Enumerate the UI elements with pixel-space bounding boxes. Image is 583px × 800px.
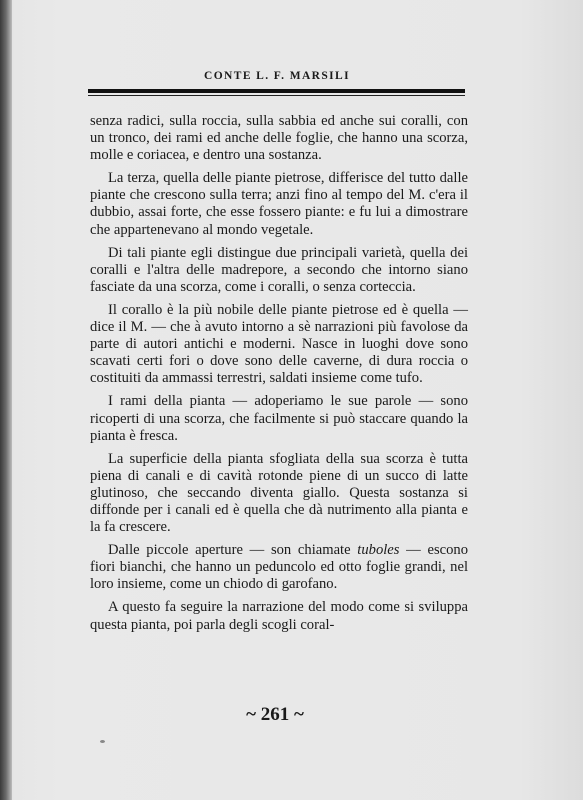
- paragraph: Il corallo è la più nobile delle piante pietrose ed è quella — dice il M. — che à avuto intorno a sè narrazioni più favolose da parte di autori antichi e moderni. Nasce in luoghi dove sono scavati certi fori o dove sono delle caverne, di dura roccia o costituiti da ammassi terrestri, saldati insieme come tufo.: [90, 301, 468, 387]
- header-rule-thick: [88, 89, 465, 93]
- header-rule-thin: [88, 95, 465, 96]
- page-number: ~ 261 ~: [246, 704, 304, 725]
- paper-speck: [100, 740, 105, 743]
- italic-term: tuboles: [357, 542, 400, 559]
- paragraph: senza radici, sulla roccia, sulla sabbia ed anche sui coralli, con un tronco, dei rami ed anche delle foglie, che hanno una scorza, molle e coriacea, e dentro una sostanza.: [90, 113, 468, 164]
- paragraph: La superficie della pianta sfogliata della sua scorza è tutta piena di canali e di cavità rotonde piene di un succo di latte glutinoso, che seccando diventa giallo. Questa sostanza si diffonde per i canali ed è quella che dà nutrimento alla pianta e la fa crescere.: [90, 450, 468, 536]
- paragraph-text: — escono fiori bianchi, che hanno un peduncolo ed otto foglie grandi, nel loro insieme, come un chiodo di garofano.: [90, 542, 468, 593]
- book-spine-shadow: [0, 0, 12, 800]
- running-head: CONTE L. F. MARSILI: [204, 70, 350, 82]
- paragraph: A questo fa seguire la narrazione del modo come si sviluppa questa pianta, poi parla degli scogli coral-: [90, 599, 468, 633]
- paragraph: I rami della pianta — adoperiamo le sue parole — sono ricoperti di una scorza, che facilmente si può staccare quando la pianta è fresca.: [90, 393, 468, 444]
- paragraph: Di tali piante egli distingue due principali varietà, quella dei coralli e l'altra delle madrepore, a secondo che intorno siano fasciate da una scorza, come i coralli, o senza corteccia.: [90, 244, 468, 295]
- paragraph: [90, 542, 468, 593]
- paragraph-text: Dalle piccole aperture — son chiamate: [108, 542, 358, 559]
- paragraph: La terza, quella delle piante pietrose, differisce del tutto dalle piante che crescono sulla terra; anzi fino al tempo del M. c'era il dubbio, assai forte, che esse fossero piante: e fu lui a dimostrare che appartenevano al mondo vegetale.: [90, 170, 468, 238]
- body-text: [90, 113, 468, 640]
